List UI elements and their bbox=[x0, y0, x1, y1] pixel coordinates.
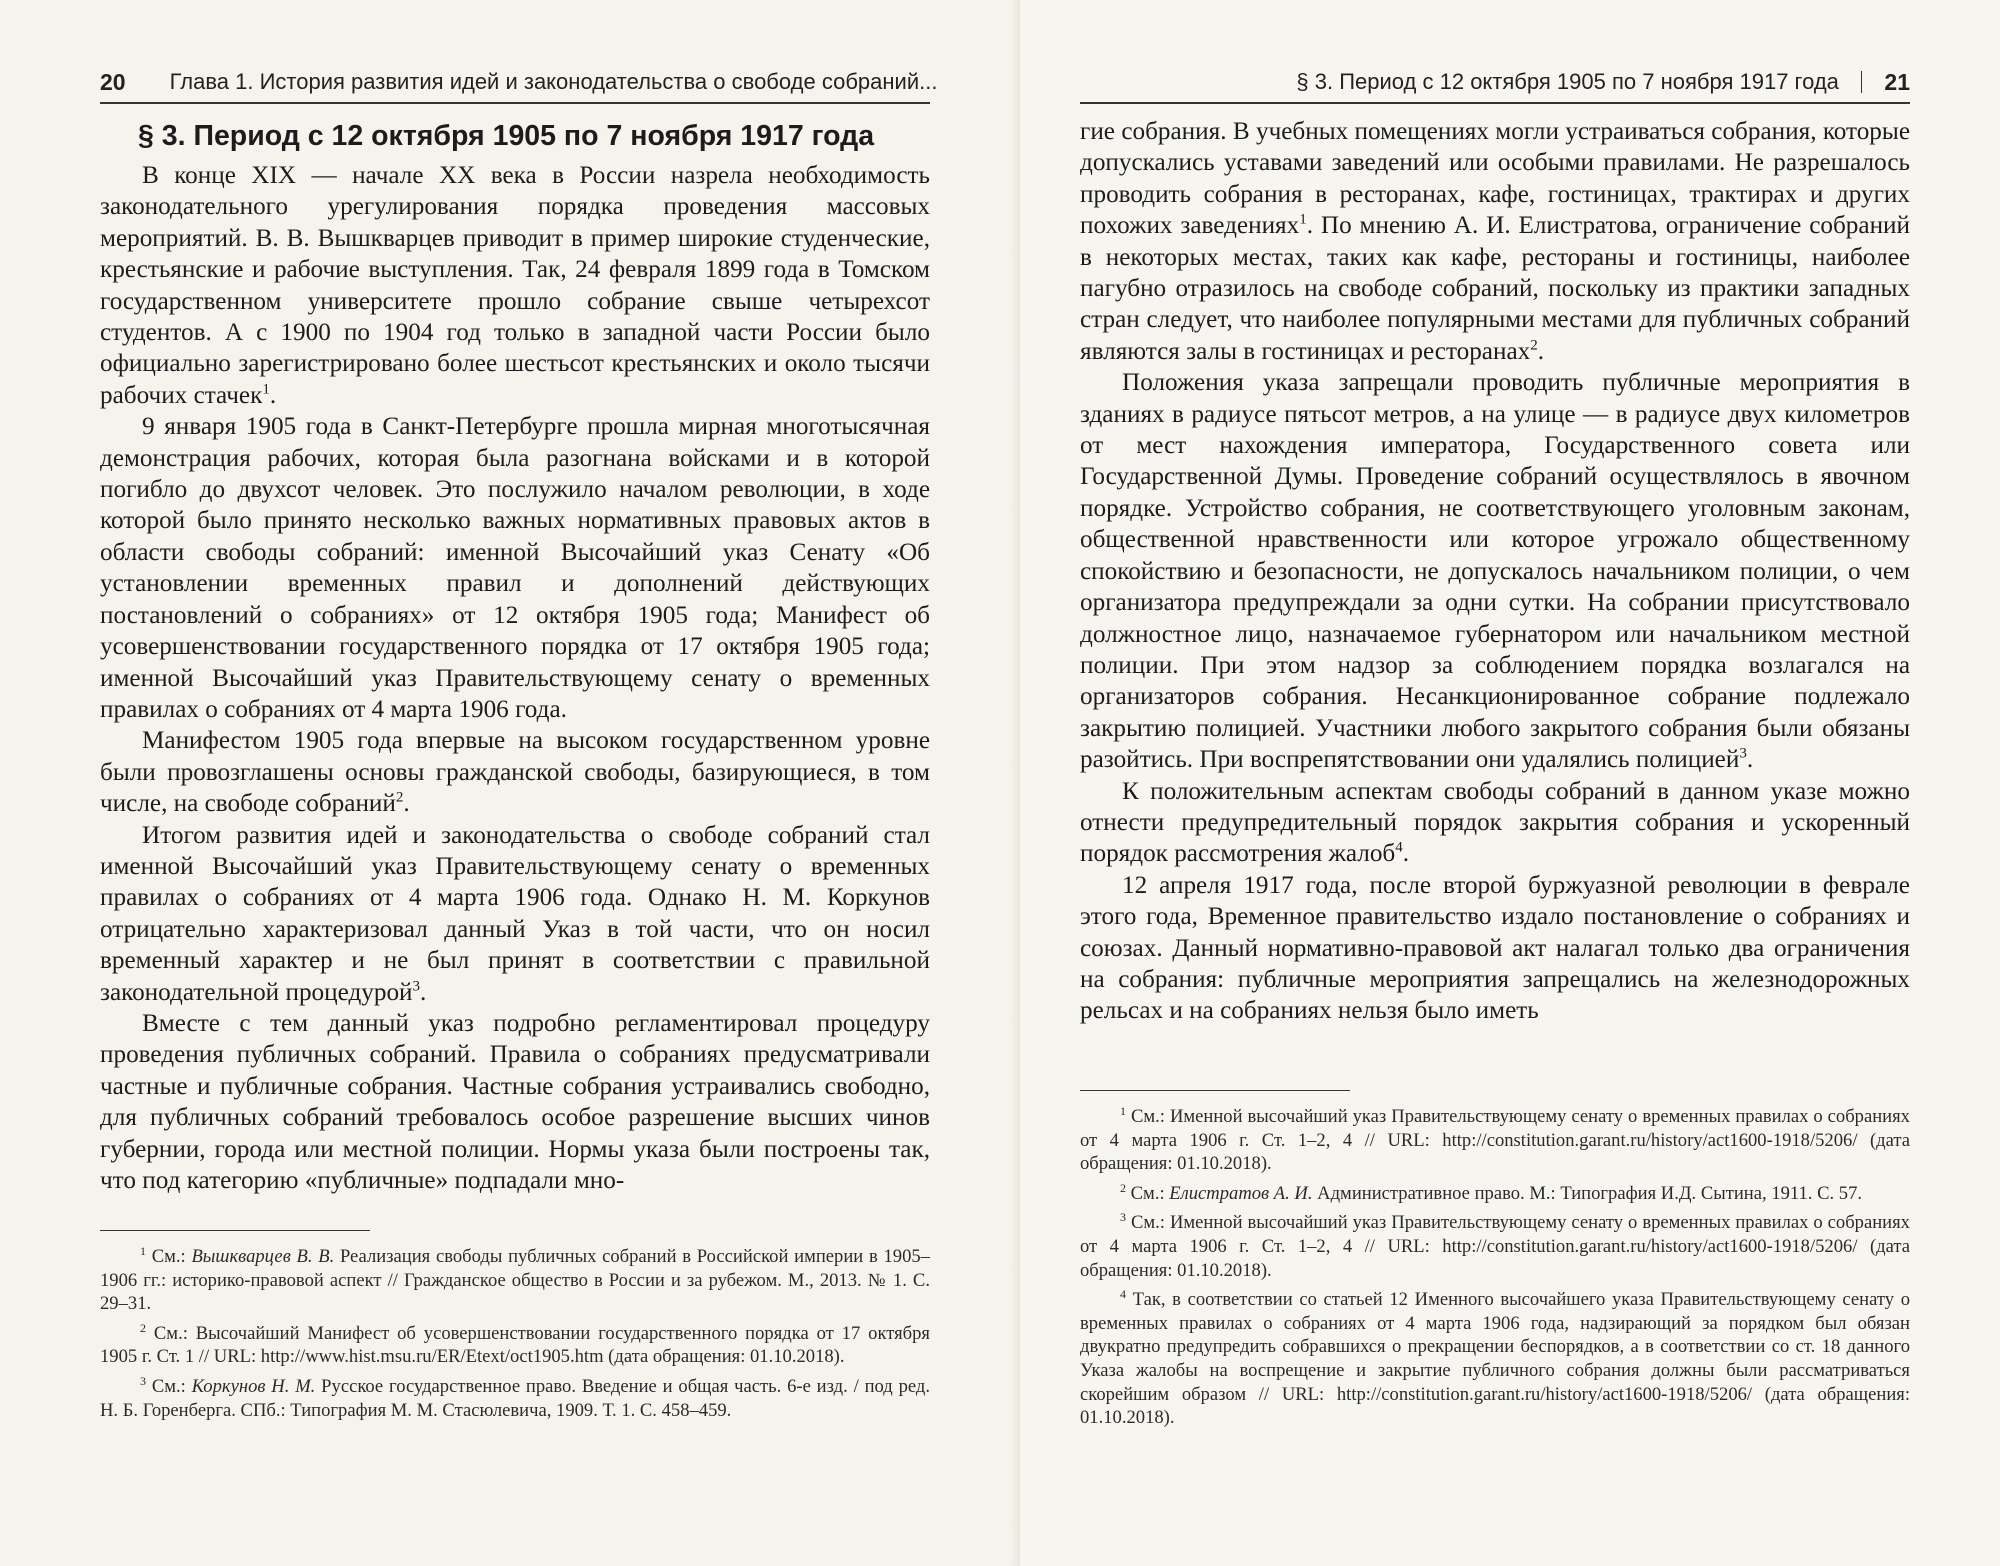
paragraph: Вместе с тем данный указ подробно регламентировал процедуру проведения публичных собраний. Правила о собраниях предусматривали частные и публичные собрания. Частные собрания устраивались свободно, для публичных собраний требовалось особое разрешение высших чинов губернии, города или местной полиции. Нормы указа были построены так, что под категорию «публичные» подпадали мно- bbox=[100, 1009, 930, 1194]
paragraph: Положения указа запрещали проводить публичные мероприятия в зданиях в радиусе пятьсот метров, а на улице — в радиусе двух километров от мест нахождения императора, Государственного совета или Государственной Думы. Проведение собраний осуществлялось в явочном порядке. Устройство собрания, не соответствующего уголовным законам, общественной нравственности или которое угрожало общественному спокойствию и безопасности, не допускалось начальником полиции, о чем организатора предупреждали за одни сутки. На собрании присутствовало должностное лицо, назначаемое губернатором или начальником местной полиции. При этом надзор за соблюдением порядка возлагался на организаторов собрания. Несанкционированное собрание подлежало закрытию полицией. Участники любого закрытого собрания были обязаны разойтись. При воспрепятствовании они удалялись полицией$^3$. bbox=[1080, 369, 1910, 774]
right-footnotes bbox=[1080, 1090, 1910, 1436]
left-running-head bbox=[100, 62, 938, 104]
footnote: $^1$ См.: Вышкварцев В. В. Реализация свободы публичных собраний в Российской империи в 1905–1906 гг.: историко-правовой аспект // Гражданское общество в России и за рубежом. М., 2013. № 1. С. 29–31. bbox=[100, 1243, 930, 1315]
right-page bbox=[1020, 0, 2000, 1566]
paragraph: 12 апреля 1917 года, после второй буржуазной революции в феврале этого года, Временное правительство издало постановление о собраниях и союзах. Данный нормативно-правовой акт налагал только два ограничения на собрания: публичные мероприятия запрещались на железнодорожных рельсах и на собраниях нельзя было иметь bbox=[1080, 871, 1910, 1025]
left-chapter-title: Глава 1. История развития идей и законодательства о свободе собраний... bbox=[169, 69, 938, 94]
paragraph: Итогом развития идей и законодательства о свободе собраний стал именной Высочайший указ Правительствующему сенату о временных правилах о собраниях от 4 марта 1906 года. Однако Н. М. Коркунов отрицательно характеризовал данный Указ в той части, что он носил временный характер и не был принят в соответствии с правильной законодательной процедурой$^3$. bbox=[100, 821, 930, 1006]
footnote: $^1$ См.: Именной высочайший указ Правительствующему сенату о временных правилах о собраниях от 4 марта 1906 г. Ст. 1–2, 4 // URL: http://constitution.garant.ru/history/act1600-1918/5206/ (дата обращения: 01.10.2018). bbox=[1080, 1103, 1910, 1175]
paragraph: К положительным аспектам свободы собраний в данном указе можно отнести предупредительный порядок закрытия собрания и ускоренный порядок рассмотрения жалоб$^4$. bbox=[1080, 777, 1910, 868]
footnote-ref: 1 bbox=[262, 381, 270, 398]
footnote-ref: 4 bbox=[1395, 839, 1403, 856]
footnote-divider bbox=[1080, 1090, 1350, 1091]
footnote: $^2$ См.: Высочайший Манифест об усовершенствовании государственного порядка от 17 октября 1905 г. Ст. 1 // URL: http://www.hist.msu.ru/ER/Etext/oct1905.htm (дата обращения: 01.10.2018). bbox=[100, 1320, 930, 1368]
footnote: $^3$ См.: Коркунов Н. М. Русское государственное право. Введение и общая часть. 6-е изд. / под ред. Н. Б. Горенберга. СПб.: Типография М. М. Стасюлевича, 1909. Т. 1. С. 458–459. bbox=[100, 1373, 930, 1421]
footnote-ref: 1 bbox=[1299, 211, 1307, 228]
section-title: § 3. Период с 12 октября 1905 по 7 ноября 1917 года bbox=[138, 120, 875, 152]
footnote-ref: 3 bbox=[1739, 745, 1747, 762]
header-separator bbox=[1861, 71, 1863, 93]
left-footnotes bbox=[100, 1230, 930, 1428]
left-page-number: 20 bbox=[100, 68, 126, 95]
right-section-title: § 3. Период с 12 октября 1905 по 7 ноября 1917 года bbox=[1296, 69, 1839, 94]
paragraph: Манифестом 1905 года впервые на высоком государственном уровне были провозглашены основы гражданской свободы, базирующиеся, в том числе, на свободе собраний$^2$. bbox=[100, 727, 930, 818]
paragraph: В конце XIX — начале XX века в России назрела необходимость законодательного урегулирования порядка проведения массовых мероприятий. В. В. Вышкварцев приводит в пример широкие студенческие, крестьянские и рабочие выступления. Так, 24 февраля 1899 года в Томском государственном университете прошло собрание свыше четырехсот студентов. А с 1900 по 1904 год только в западной части России было официально зарегистрировано более шестьсот крестьянских и около тысячи рабочих стачек$^1$. bbox=[100, 162, 930, 409]
footnote: $^4$ Так, в соответствии со статьей 12 Именного высочайшего указа Правительствующему сенату о временных правилах о собраниях от 4 марта 1906 года, надзирающий за порядком был обязан двукратно предупредить собравшихся о прекращении беспорядков, а в соответствии со ст. 18 данного Указа жалобы на воспрещение и закрытие публичного собрания должны были рассматриваться скорейшим образом // URL: http://constitution.garant.ru/history/act1600-1918/5206/ (дата обращения: 01.10.2018). bbox=[1080, 1286, 1910, 1429]
paragraph: гие собрания. В учебных помещениях могли устраиваться собрания, которые допускались уставами заведений или особыми правилами. Не разрешалось проводить собрания в ресторанах, кафе, гостиницах, трактирах и других похожих заведениях$^1$. По мнению А. И. Елистратова, ограничение собраний в некоторых местах, таких как кафе, рестораны и гостиницы, наиболее пагубно отразилось на свободе собраний, поскольку из практики западных стран следует, что наиболее популярными местами для публичных собраний являются залы в гостиницах и ресторанах$^2$. bbox=[1080, 118, 1911, 365]
right-running-head bbox=[1080, 62, 1910, 104]
footnote: $^3$ См.: Именной высочайший указ Правительствующему сенату о временных правилах о собраниях от 4 марта 1906 г. Ст. 1–2, 4 // URL: http://constitution.garant.ru/history/act1600-1918/5206/ (дата обращения: 01.10.2018). bbox=[1080, 1210, 1910, 1281]
footnote-ref: 2 bbox=[1530, 337, 1538, 354]
left-body-text bbox=[100, 116, 930, 1196]
footnote-ref: 3 bbox=[412, 978, 421, 995]
footnote-divider bbox=[100, 1230, 370, 1231]
right-page-number: 21 bbox=[1884, 68, 1910, 95]
right-body-text bbox=[1080, 116, 1910, 1027]
footnote-ref: 2 bbox=[395, 789, 404, 806]
footnote: $^2$ См.: Елистратов А. И. Административное право. М.: Типография И.Д. Сытина, 1911. С. 57. bbox=[1120, 1180, 1863, 1204]
paragraph: 9 января 1905 года в Санкт-Петербурге прошла мирная многотысячная демонстрация рабочих, которая была разогнана войсками и в которой погибло до двухсот человек. Это послужило началом революции, в ходе которой было принято несколько важных нормативных правовых актов в области свободы собраний: именной Высочайший указ Сенату «Об установлении временных правил и дополнений действующих постановлений о собраниях» от 12 октября 1905 года; Манифест об усовершенствовании государственного порядка от 17 октября 1905 года; именной Высочайший указ Правительствующему сенату о временных правилах о собраниях от 4 марта 1906 года. bbox=[100, 413, 930, 723]
